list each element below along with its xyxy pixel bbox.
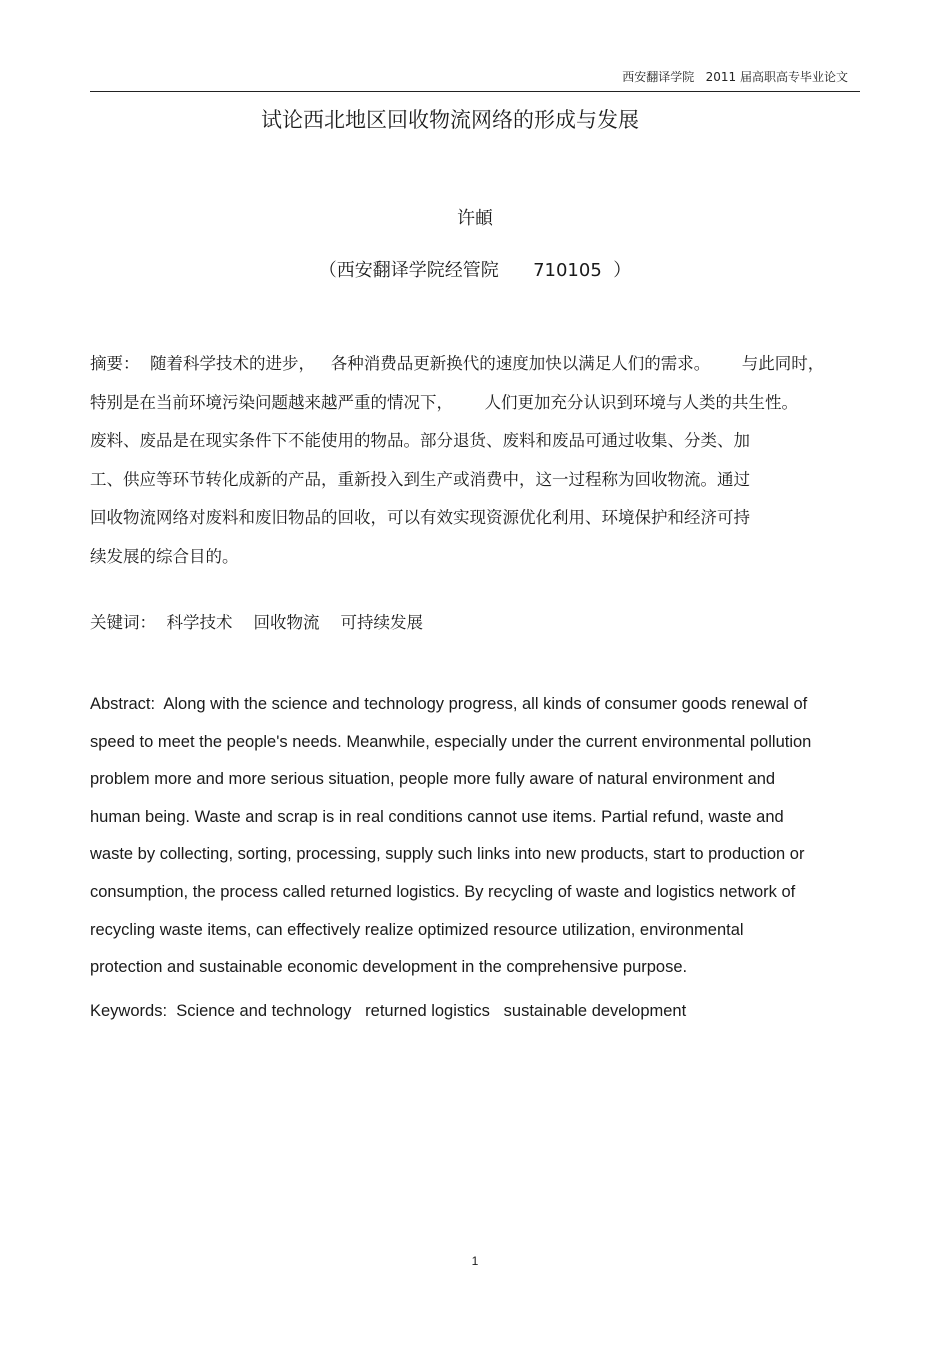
abstract-en-line: problem more and more serious situation, people more fully aware of natural environment and — [90, 770, 776, 789]
abstract-en-line: consumption, the process called returned logistics. By recycling of waste and logistics network of — [90, 882, 796, 901]
abstract-en-line: recycling waste items, can effectively realize optimized resource utilization, environmental — [90, 920, 744, 939]
abstract-cn-line: 工、供应等环节转化成新的产品，重新投入到生产或消费中，这一过程称为回收物流。通过 — [90, 469, 750, 489]
abstract-en-line: speed to meet the people's needs. Meanwhile, especially under the current environmental pollution — [90, 732, 812, 751]
keywords-english: Keywords: Science and technology returned logistics sustainable development — [90, 1002, 687, 1020]
header-divider — [90, 91, 860, 92]
author-affiliation: （西安翻译学院经管院 710105 ） — [318, 260, 632, 281]
abstract-en-line: protection and sustainable economic development in the comprehensive purpose. — [90, 958, 688, 977]
author-name: 许頔 — [457, 208, 493, 229]
abstract-cn-line: 摘要： 随着科学技术的进步， 各种消费品更新换代的速度加快以满足人们的需求。 与此同时， — [90, 354, 825, 373]
abstract-english — [90, 686, 880, 987]
abstract-en-line: Abstract: Along with the science and technology progress, all kinds of consumer goods renewal of — [90, 695, 808, 713]
abstract-en-line: waste by collecting, sorting, processing, supply such links into new products, start to production or — [90, 845, 805, 864]
abstract-chinese — [90, 345, 870, 576]
keywords-chinese: 关键词： 科学技术 回收物流 可持续发展 — [90, 613, 423, 632]
abstract-en-line: human being. Waste and scrap is in real conditions cannot use items. Partial refund, waste and — [90, 807, 784, 826]
abstract-cn-line: 特别是在当前环境污染问题越来越严重的情况下， 人们更加充分认识到环境与人类的共生性。 — [90, 392, 798, 412]
paper-title: 试论西北地区回收物流网络的形成与发展 — [261, 108, 639, 132]
abstract-cn-line: 回收物流网络对废料和废旧物品的回收，可以有效实现资源优化利用、环境保护和经济可持 — [90, 508, 750, 527]
abstract-cn-line: 废料、废品是在现实条件下不能使用的物品。部分退货、废料和废品可通过收集、分类、加 — [90, 431, 750, 450]
running-header: 西安翻译学院 2011 届高职高专毕业论文 — [622, 70, 848, 84]
abstract-cn-line: 续发展的综合目的。 — [90, 546, 239, 566]
page-number: 1 — [471, 1254, 479, 1268]
